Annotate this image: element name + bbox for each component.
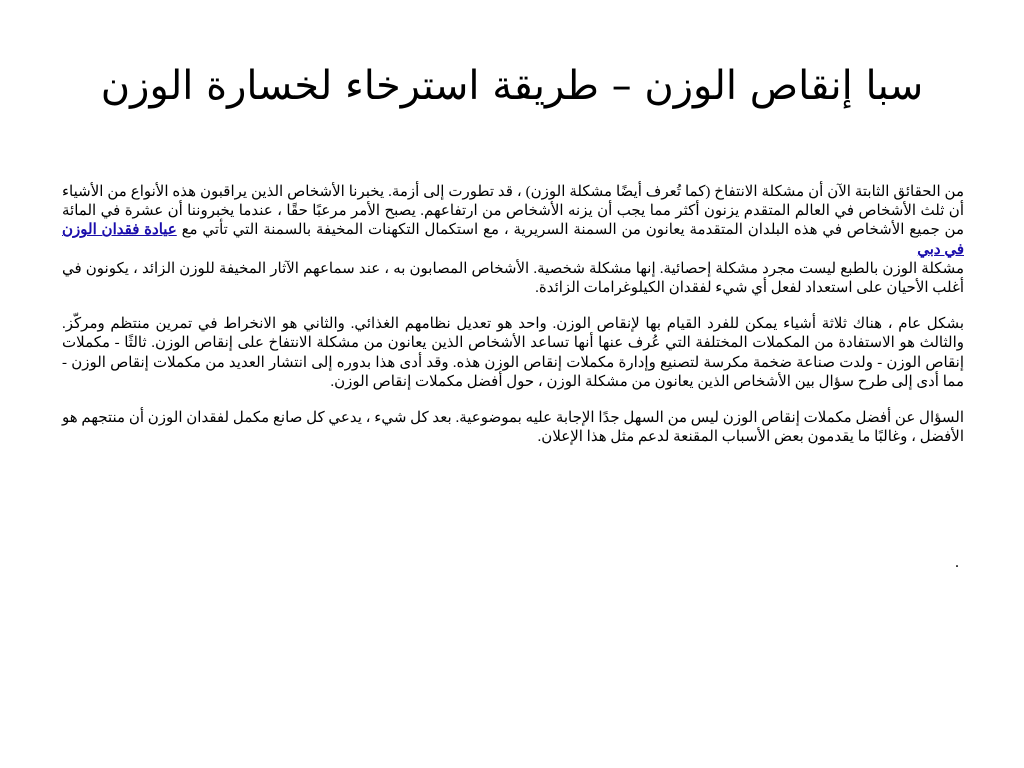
trailing-period: . (955, 554, 959, 571)
slide-title: سبا إنقاص الوزن – طريقة استرخاء لخسارة الوزن (100, 63, 924, 109)
paragraph-intro (62, 183, 964, 260)
paragraph-methods: بشكل عام ، هناك ثلاثة أشياء يمكن للفرد القيام بها لإنقاص الوزن. واحد هو تعديل نظامهم الغذائي. والثاني هو الانخراط في تمرين منتظم ومركّز. والثالث هو الاستفادة من المكملات المختلفة التي عُرف عنها أنها تساعد الأشخاص الذين يعانون من مشكلة الانتفاخ على إنقاص الوزن. ثالثًا - مكملات إنقاص الوزن - ولدت صناعة ضخمة مكرسة لتصنيع وإدارة مكملات إنقاص الوزن هذه. وقد أدى هذا بدوره إلى انتشار العديد من مكملات إنقاص الوزن - مما أدى إلى طرح سؤال بين الأشخاص الذين يعانون من مشكلة الوزن ، حول أفضل مكملات إنقاص الوزن. (62, 316, 964, 390)
paragraph-problem: مشكلة الوزن بالطبع ليست مجرد مشكلة إحصائية. إنها مشكلة شخصية. الأشخاص المصابون به ، عند سماعهم الآثار المخيفة للوزن الزائد ، يكونون في أغلب الأحيان على استعداد لفعل أي شيء لفقدان الكيلوغرامات الزائدة. (62, 260, 964, 297)
paragraph-intro-text: من الحقائق الثابتة الآن أن مشكلة الانتفاخ (كما تُعرف أيضًا مشكلة الوزن) ، قد تطورت إلى أزمة. يخبرنا الأشخاص الذين يراقبون هذه الأنواع من الأشياء أن ثلث الأشخاص في العالم المتقدم يزنون أكثر مما يجب أن يزنه الأشخاص من ارتفاعهم. يصبح الأمر مرعبًا حقًا ، عندما يخبروننا أن عشرة في المائة من جميع الأشخاص في هذه البلدان المتقدمة يعانون من السمنة السريرية ، مع استكمال التكهنات المخيفة بالسمنة التي تأتي مع (62, 184, 964, 239)
slide-body (62, 183, 964, 447)
paragraph-question: السؤال عن أفضل مكملات إنقاص الوزن ليس من السهل جدًا الإجابة عليه بموضوعية. بعد كل شيء ، يدعي كل صانع مكمل لفقدان الوزن أن منتجهم هو الأفضل ، وغالبًا ما يقدمون بعض الأسباب المقنعة لدعم مثل هذا الإعلان. (62, 410, 964, 446)
weight-loss-clinic-link[interactable]: عيادة فقدان الوزن في دبي (62, 222, 964, 258)
